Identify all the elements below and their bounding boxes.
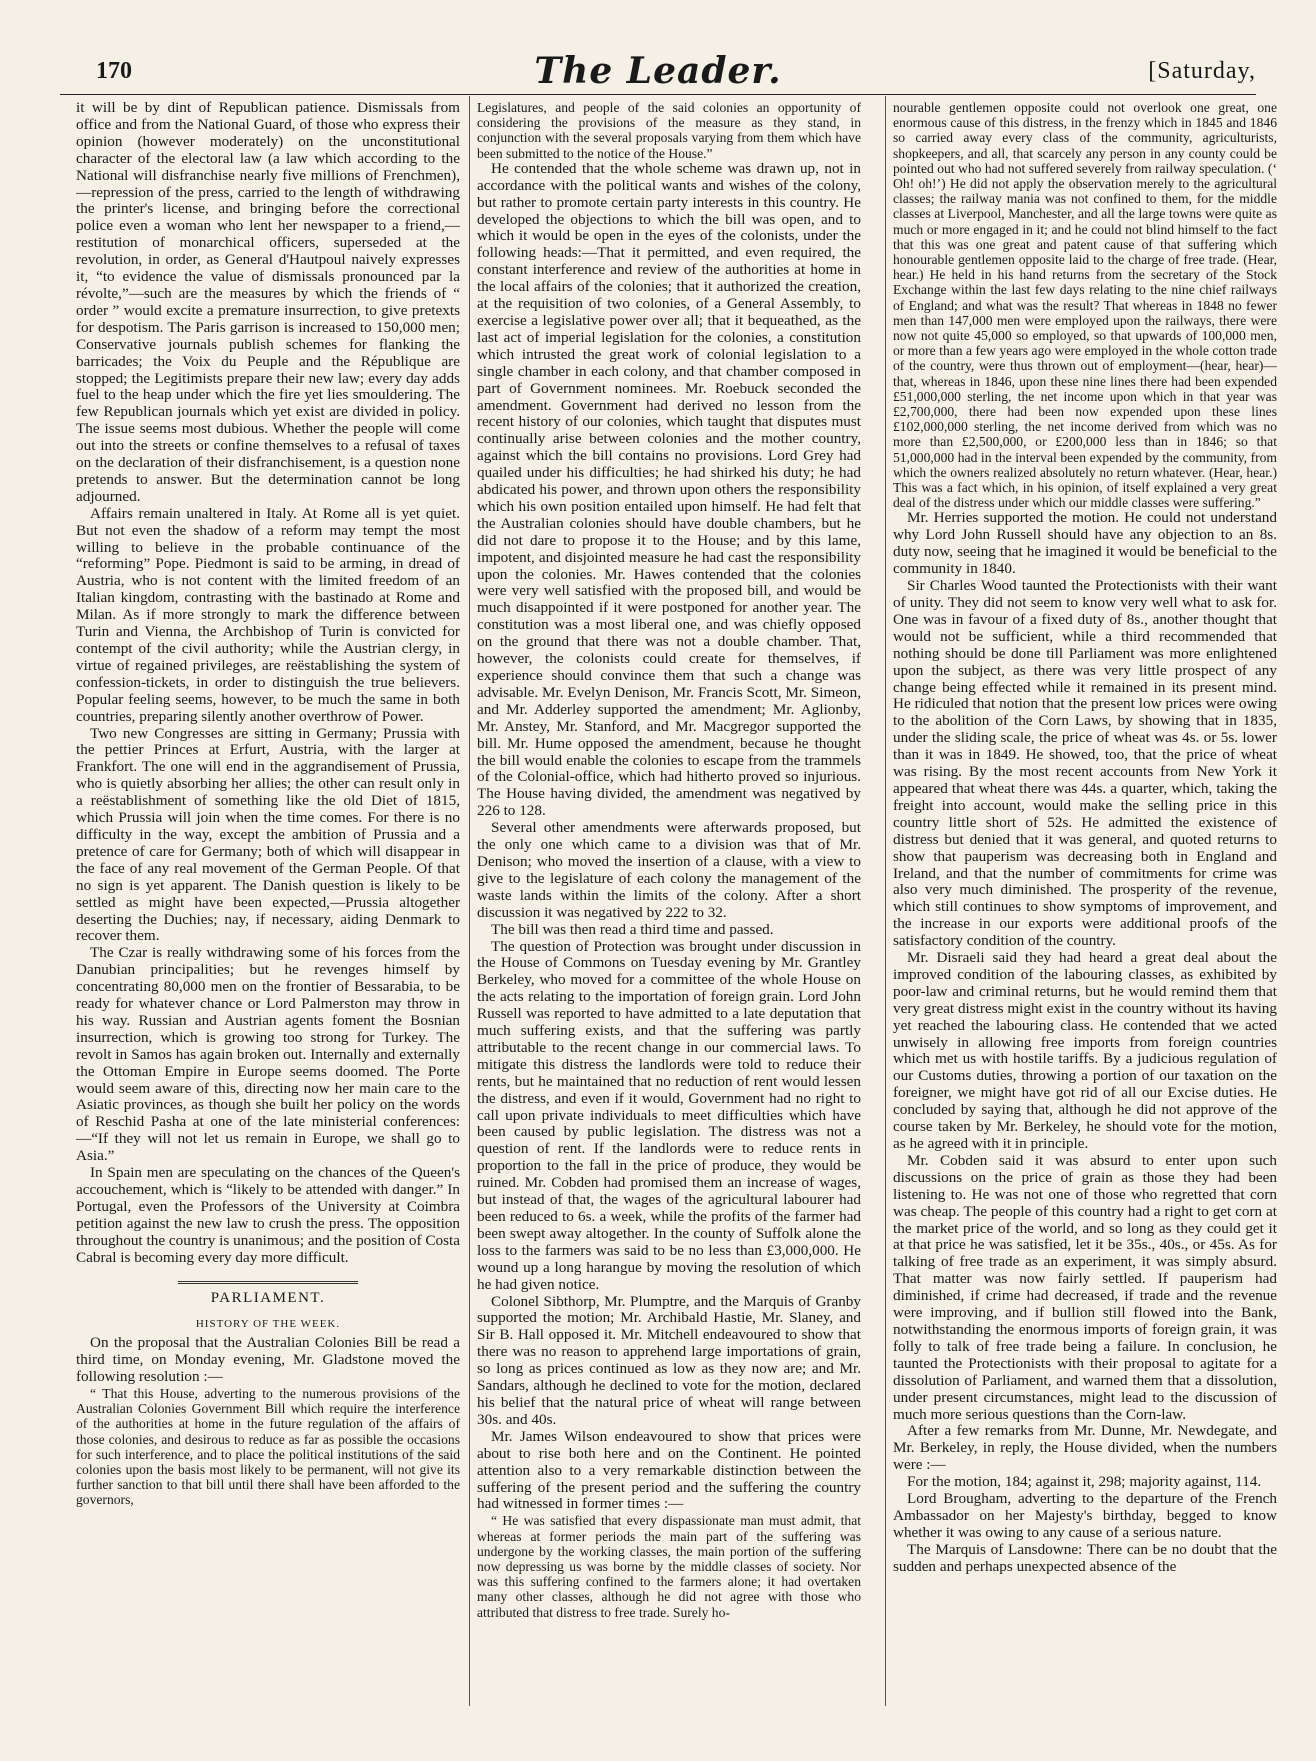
paragraph: The bill was then read a third time and passed. <box>491 920 774 938</box>
quoted-speech-continued: nourable gentlemen opposite could not overlook one great, one enormous cause of this distress, in the frenzy which in 1845 and 1846 so carried away every class of the community, agriculturists, shopkeepers, and all, that scarcely any person in any county could be pointed out who had not suffered severely from railway speculation. (‘ Oh! oh!’) He did not apply the observation merely to the agricultural classes; the railway mania was not confined to them, for the middle classes at Liverpool, Manchester, and all the large towns were quite as much or more engaged in it; and he could not blind himself to the fact that this was one great and patent cause of that suffering which honourable gentlemen opposite laid to the charge of free trade. (Hear, hear.) He held in his hand returns from the secretary of the Stock Exchange within the last few days relating to the nine chief railways of England; and what was the result? That whereas in 1848 no fewer men than 147,000 men were employed upon the railways, there were now not quite 45,000 so employed, so that upwards of 100,000 men, or more than a few years ago were employed in the whole cotton trade of the country, were thus thrown out of employment—(hear, hear)—that, whereas in 1846, upon these nine lines there had been expended £51,000,000 sterling, the net income upon which in that year was £2,700,000, there had been now expended upon these lines £102,000,000 sterling, the net income derived from which was no more than £2,500,000, or £200,000 less than in 1846; so that 51,000,000 had in the interval been expended by the community, from which the owners realized absolutely no return whatever. (Hear, hear.) This was a fact which, in his opinion, of itself explained a very great deal of the distress under which our middle classes were suffering.” <box>893 100 1277 511</box>
paragraph: Sir Charles Wood taunted the Protectionists with their want of unity. They did not seem to know very well what to ask for. One was in favour of a fixed duty of 8s., another thought that would not be sufficient, while a third recommended that nothing should be done till Parliament was more enlightened upon the subject, as there was very little prospect of any change being effected while it remained in its present mind. He ridiculed that notion that the present low prices were owing to the abolition of the Corn Laws, by showing that in 1835, under the sliding scale, the price of wheat was 4s. or 5s. lower than it was in 1849. He showed, too, that the price of wheat was rising. By the most recent accounts from New York it appeared that wheat there was 44s. a quarter, which, taking the freight into account, would make the selling price in this country little short of 52s. He admitted the existence of distress but denied that it was general, and quoted returns to show that pauperism was decreasing both in England and Ireland, and that the number of commitments for crime was also very much diminished. The prosperity of the revenue, which still continues to show symptoms of improvement, and the increase in our exports were additional proofs of the satisfactory condition of the country. <box>893 577 1277 950</box>
quoted-resolution: “ That this House, adverting to the numerous provisions of the Australian Colonies Government Bill which require the interference of the authorities at home in the future regulation of the affairs of those colonies, and desirous to reduce as far as possible the occasions for such interference, and to place the political institutions of the said colonies upon the basis most likely to be permanent, will not give its further sanction to that bill until there shall have been afforded to the governors, <box>76 1386 460 1508</box>
paragraph: Mr. James Wilson endeavoured to show that prices were about to rise both here and on the Continent. He pointed attention also to a very remarkable distinction between the suffering of the present period and the suffering the country had witnessed in former times :— <box>477 1427 861 1513</box>
column-2 <box>477 100 861 1720</box>
column-3 <box>893 100 1277 1720</box>
section-divider <box>178 1281 358 1284</box>
division-result: For the motion, 184; against it, 298; majority against, 114. <box>907 1473 1262 1491</box>
page-number: 170 <box>96 58 132 84</box>
quoted-speech: “ He was satisfied that every dispassionate man must admit, that whereas at former periods the main part of the suffering was undergone by the working classes, the main portion of the suffering now depressing us was borne by the middle classes of society. Nor was this suffering confined to the farmers alone; it had overtaken many other classes, although he did not agree with those who attributed that distress to free trade. Surely ho- <box>477 1513 861 1620</box>
paragraph: The Czar is really withdrawing some of his forces from the Danubian principalities; but he revenges himself by concentrating 80,000 men on the frontier of Bessarabia, to be ready for whatever chance or Lord Palmerston may throw in his way. Russian and Austrian agents foment the Bosnian insurrection, which is growing too strong for Turkey. The revolt in Samos has again broken out. Internally and externally the Ottoman Empire in Europe seems doomed. The Porte would seem aware of this, directing now her main care to the Asiatic provinces, as though she built her policy on the words of Reschid Pasha at one of the late ministerial conferences:—“If they will not let us remain in Europe, we shall go to Asia.” <box>76 944 460 1165</box>
paragraph: Two new Congresses are sitting in Germany; Prussia with the pettier Princes at Erfurt, Austria, with the larger at Frankfort. The one will end in the aggrandisement of Prussia, who is quietly absorbing her allies; the other can result only in a reëstablishment of something like the old Diet of 1815, which Prussia will join when the time comes. For there is no difficulty in the way, except the ambition of Prussia and a pretence of care for Germany; both of which will disappear in the face of any real movement of the German People. Of that no sign is yet apparent. The Danish question is likely to be settled as might have been expected,—Prussia altogether deserting the Duchies; nay, if necessary, aiding Denmark to recover them. <box>76 724 460 945</box>
paragraph: In Spain men are speculating on the chances of the Queen's accouchement, which is “likely to be attended with danger.” In Portugal, even the Professors of the University at Coimbra petition against the new law to crush the press. The opposition throughout the country is unanimous; and the position of Costa Cabral is becoming every day more difficult. <box>76 1164 460 1266</box>
section-title: PARLIAMENT. <box>210 1289 326 1306</box>
paragraph: Mr. Disraeli said they had heard a great deal about the improved condition of the labouring classes, as exhibited by poor-law and criminal returns, but he would remind them that very great distress might exist in the country without its having yet reached the labouring class. He contended that we acted unwisely in allowing free imports from foreign countries which met us with hostile tariffs. By a judicious regulation of our Customs duties, throwing a portion of our taxation on the foreigner, we might have got rid of all our Excise duties. He concluded by saying that, although he did not approve of the course taken by Mr. Berkeley, he should vote for the motion, as he agreed with it in principle. <box>893 949 1277 1153</box>
paragraph: After a few remarks from Mr. Dunne, Mr. Newdegate, and Mr. Berkeley, in reply, the House divided, when the numbers were :— <box>893 1422 1277 1474</box>
paragraph: He contended that the whole scheme was drawn up, not in accordance with the political wants and wishes of the colony, but rather to promote certain party interests in this country. He developed the objections to which the bill was open, and to which it would be open in the eyes of the colonists, under the following heads:—That it permitted, and even required, the constant interference and review of the authorities at home in the local affairs of the colonies; that it authorized the creation, at the requisition of two colonies, of a General Assembly, to exercise a legislative power over all; that it bequeathed, as the last act of imperial legislation for the colonies, a constitution which intrusted the great work of colonial legislation to a single chamber in each colony, and that chamber composed in part of Government nominees. Mr. Roebuck seconded the amendment. Government had derived no lesson from the recent history of our colonies, which taught that disputes must continually arise between colonies and the mother country, against which the bill contains no provisions. Lord Grey had quailed under his difficulties; he had shirked his duty; he had abdicated his power, and thrown upon others the responsibility which his own position entailed upon himself. He had felt that the Australian colonies should have double chambers, but he did not dare to propose it to the House; and by this lame, impotent, and disjointed measure he had cast the responsibility upon the colonies. Mr. Hawes contended that the colonies were very well satisfied with the proposed bill, and would be much disappointed if it were postponed for another year. The constitution was a most liberal one, and was chiefly opposed on the ground that there was not a double chamber. That, however, the colonists could create for themselves, if experience should convince them that such a change was advisable. Mr. Evelyn Denison, Mr. Francis Scott, Mr. Simeon, and Mr. Adderley supported the amendment; Mr. Aglionby, Mr. Anstey, Mr. Stanford, and Mr. Macgregor supported the bill. Mr. Hume opposed the amendment, because he thought the bill would enable the colonies to escape from the trammels of the Colonial-office, which had hitherto proved so injurious. The House having divided, the amendment was negatived by 226 to 128. <box>477 159 861 820</box>
page-header <box>60 50 1256 95</box>
quoted-resolution-continued: Legislatures, and people of the said colonies an opportunity of considering the provisions of the measure as they stand, in conjunction with the several proposals varying from them which have been submitted to the notice of the House.” <box>477 100 861 161</box>
day-label: [Saturday, <box>1148 58 1256 84</box>
paragraph: Lord Brougham, adverting to the departure of the French Ambassador on her Majesty's birthday, begged to know whether it was owing to any cause of a serious nature. <box>893 1490 1277 1541</box>
column-rule-2 <box>885 96 886 1706</box>
paragraph: Affairs remain unaltered in Italy. At Rome all is yet quiet. But not even the shadow of a reform may tempt the most willing to believe in the probable continuance of the “reforming” Pope. Piedmont is said to be arming, in dread of Austria, who is not content with the limited freedom of an Italian kingdom, contrasting with the bastinado at Rome and Milan. As if more strongly to mark the difference between Turin and Vienna, the Archbishop of Turin is convicted for contempt of the civil authority; while the Austrian clergy, in virtue of regained privileges, are reëstablishing the system of confession-tickets, in order to distinguish the true believers. Popular feeling seems, however, to be much the same in both countries, preparing silently another overthrow of Power. <box>76 504 460 725</box>
paragraph: The question of Protection was brought under discussion in the House of Commons on Tuesday evening by Mr. Grantley Berkeley, who moved for a committee of the whole House on the acts relating to the importation of foreign grain. Lord John Russell was reported to have admitted to a late deputation that much suffering exists, and that the suffering was partly attributable to the recent change in our commercial laws. To mitigate this distress the landlords were told to reduce their rents, but he maintained that no reduction of rent would lessen the distress, and even if it would, Government had no right to call upon private individuals to meet difficulties which have been caused by public legislation. The distress was not a question of rent. If the landlords were to reduce rents in proportion to the fall in the price of produce, they would be ruined. Mr. Cobden had promised them an increase of wages, but instead of that, the wages of the agricultural labourer had been reduced to 6s. a week, while the profits of the farmer had been swept away altogether. In the county of Suffolk alone the loss to the farmers was said to be no less than £3,000,000. He wound up a long harangue by moving the resolution of which he had given notice. <box>477 937 861 1293</box>
paragraph: it will be by dint of Republican patience. Dismissals from office and from the National Guard, of those who express their opinion (however moderately) on the unconstitutional character of the electoral law (a law which according to the National will disfranchise nearly five millions of Frenchmen),—repression of the press, carried to the length of withdrawing the printer's license, and bringing before the correctional police even a woman who lent her newspaper to a friend,—restitution of monarchical officers, superseded at the revolution, in order, as General d'Hautpoul naively expresses it, “to evidence the value of dismissals pronounced par la révolte,”—such are the measures by which the friends of “ order ” would excite a premature insurrection, to give pretexts for despotism. The Paris garrison is increased to 150,000 men; Conservative journals publish schemes for flanking the barricades; the Voix du Peuple and the République are stopped; the Legitimists prepare their new law; every day adds fuel to the heap under which the fire yet lies smouldering. The few Republican journals which yet exist are divided in policy. The issue seems most dubious. Whether the people will come out into the streets or confine themselves to a refusal of taxes on the declaration of their disfranchisement, is a question none pretends to answer. But the determination cannot be long adjourned. <box>76 100 460 505</box>
section-subtitle: HISTORY OF THE WEEK. <box>195 1318 341 1331</box>
column-rule-1 <box>469 96 470 1706</box>
paragraph: Mr. Herries supported the motion. He could not understand why Lord John Russell should have any objection to an 8s. duty now, seeing that he imagined it would be beneficial to the community in 1840. <box>893 509 1277 578</box>
paragraph: On the proposal that the Australian Colonies Bill be read a third time, on Monday evening, Mr. Gladstone moved the following resolution :— <box>76 1334 460 1386</box>
masthead: The Leader. <box>534 50 782 92</box>
paragraph: The Marquis of Lansdowne: There can be no doubt that the sudden and perhaps unexpected absence of the <box>893 1540 1277 1575</box>
paragraph: Mr. Cobden said it was absurd to enter upon such discussions on the price of grain as those they had been listening to. He was not one of those who regretted that corn was cheap. The people of this country had a right to get corn at the market price of the world, and so long as they could get it at that price he was satisfied, let it be 35s., 40s., or 45s. As for talking of free trade as an experiment, it was simply absurd. That matter was now fairly settled. If pauperism had diminished, if crime had decreased, if trade and the revenue were improving, and if bullion still flowed into the Bank, notwithstanding the enormous imports of foreign grain, it was folly to talk of free trade being a failure. In conclusion, he taunted the Protectionists with their proposal to agitate for a dissolution of Parliament, and warned them that a dissolution, under present circumstances, might lead to the discussion of much more serious questions than the Corn-law. <box>893 1151 1277 1423</box>
paragraph: Colonel Sibthorp, Mr. Plumptre, and the Marquis of Granby supported the motion; Mr. Archibald Hastie, Mr. Slaney, and Sir B. Hall opposed it. Mr. Mitchell endeavoured to show that there was no reason to apprehend large importations of grain, so long as prices continued as low as they now are; and Mr. Sandars, although he declined to vote for the motion, declared his belief that the natural price of wheat will range between 30s. and 40s. <box>477 1292 861 1428</box>
column-1 <box>76 100 460 1720</box>
paragraph: Several other amendments were afterwards proposed, but the only one which came to a division was that of Mr. Denison; who moved the insertion of a clause, with a view to give to the legislature of each colony the management of the waste lands within the limits of the colony. After a short discussion it was negatived by 222 to 32. <box>477 819 861 921</box>
